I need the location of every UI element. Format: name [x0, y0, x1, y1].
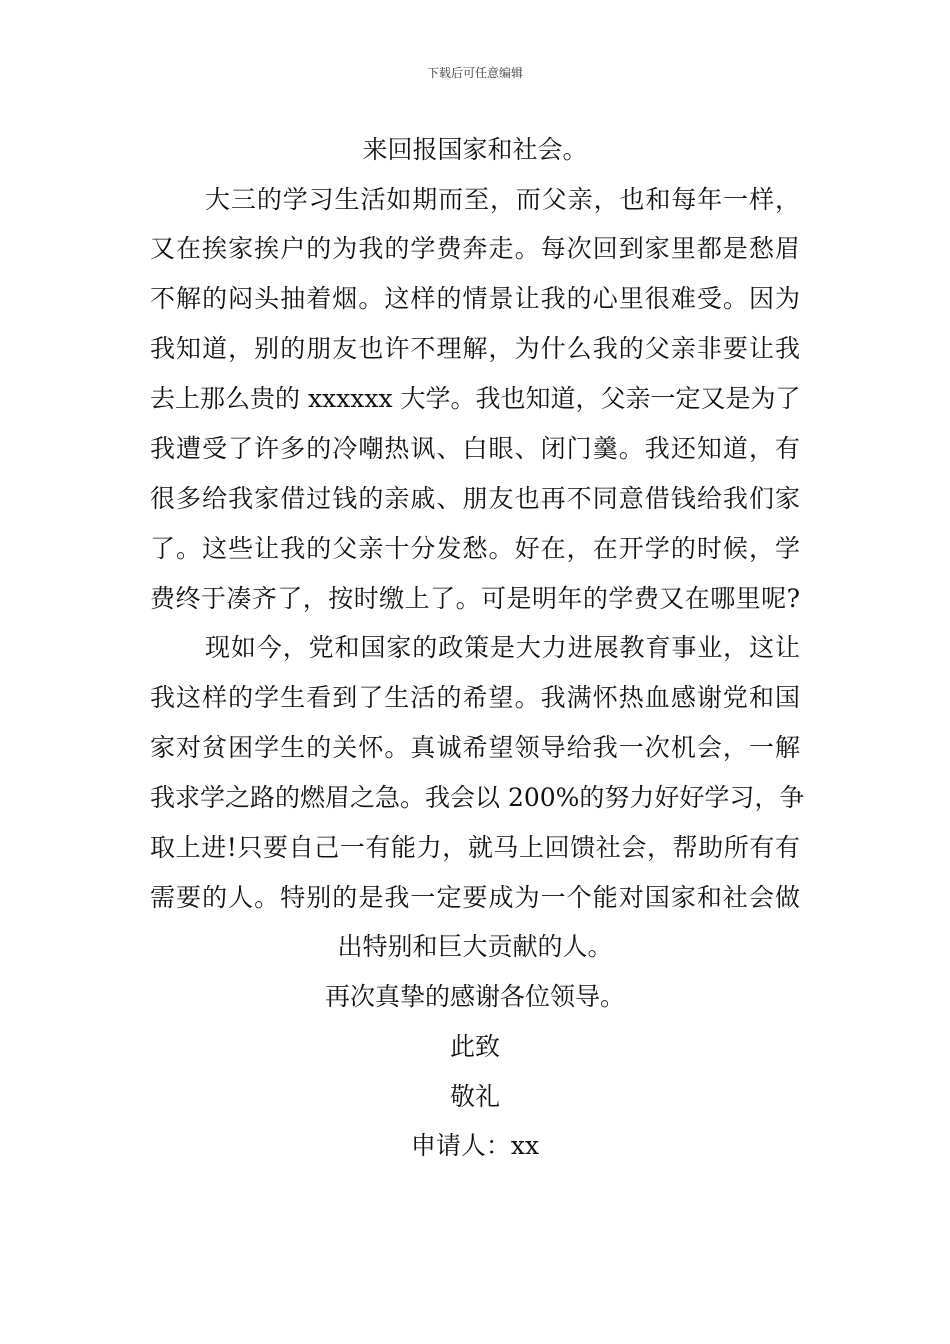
page-header-note: 下载后可任意编辑	[426, 66, 523, 80]
paragraph-line: 大三的学习生活如期而至，而父亲，也和每年一样，	[205, 185, 800, 214]
paragraph-line: 我这样的学生看到了生活的希望。我满怀热血感谢党和国	[150, 683, 800, 712]
paragraph-line: 现如今，党和国家的政策是大力进展教育事业，这让	[205, 633, 800, 662]
paragraph-line: 我求学之路的燃眉之急。我会以 200%的努力好好学习，争	[150, 783, 805, 812]
paragraph-line: 又在挨家挨户的为我的学费奔走。每次回到家里都是愁眉	[150, 234, 800, 263]
opening-line: 来回报国家和社会。	[362, 135, 588, 164]
paragraph-line: 出特别和巨大贡献的人。	[337, 932, 613, 961]
paragraph-line: 取上进!只要自己一有能力，就马上回馈社会，帮助所有有	[150, 833, 800, 862]
paragraph-line: 不解的闷头抽着烟。这样的情景让我的心里很难受。因为	[150, 284, 800, 313]
closing-line: 此致	[449, 1032, 500, 1061]
paragraph-line: 费终于凑齐了，按时缴上了。可是明年的学费又在哪里呢?	[150, 584, 800, 613]
paragraph-line: 了。这些让我的父亲十分发愁。好在，在开学的时候，学	[150, 534, 800, 563]
thanks-line: 再次真挚的感谢各位领导。	[324, 982, 625, 1011]
paragraph-line: 我知道，别的朋友也许不理解，为什么我的父亲非要让我	[150, 334, 800, 363]
paragraph-line: 需要的人。特别的是我一定要成为一个能对国家和社会做	[150, 883, 800, 912]
paragraph-line: 我遭受了许多的冷嘲热讽、白眼、闭门羹。我还知道，有	[150, 434, 800, 463]
paragraph-line: 去上那么贵的 xxxxxx 大学。我也知道，父亲一定又是为了	[150, 384, 801, 413]
paragraph-line: 家对贫困学生的关怀。真诚希望领导给我一次机会，一解	[150, 733, 800, 762]
paragraph-line: 很多给我家借过钱的亲戚、朋友也再不同意借钱给我们家	[150, 484, 800, 513]
closing-line: 敬礼	[449, 1082, 500, 1111]
signature-line: 申请人：xx	[410, 1131, 540, 1160]
